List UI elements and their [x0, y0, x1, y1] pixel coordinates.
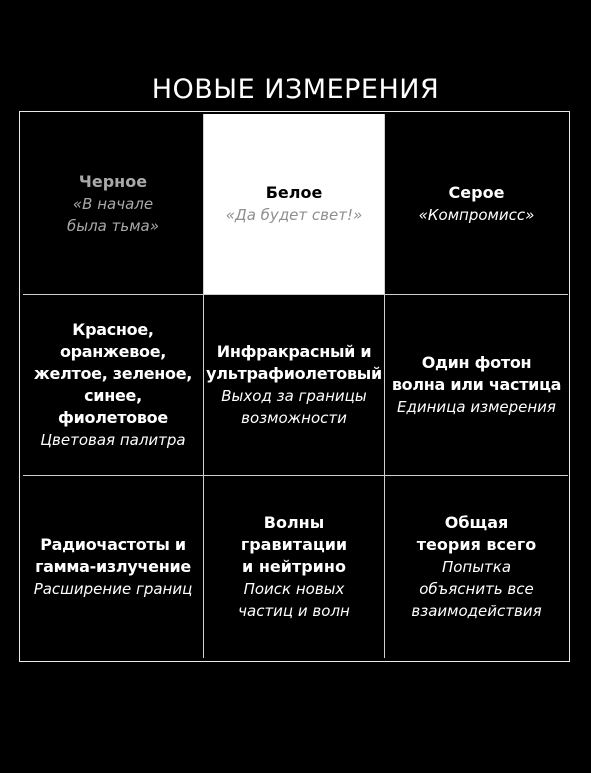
cell-subtitle: Цветовая палитра [40, 431, 186, 449]
cell-infrared-ultraviolet [204, 295, 385, 476]
cell-subtitle: Единица измерения [397, 398, 556, 416]
cell-subtitle: «Компромисс» [418, 206, 535, 224]
cell-title: Один фотон волна или частица [391, 353, 562, 394]
cell-title: Общая теория всего [416, 513, 537, 554]
cell-subtitle: Попытка объяснить все взаимодействия [411, 558, 542, 620]
cell-white [204, 114, 385, 295]
cell-black [23, 114, 204, 295]
dimensions-grid [23, 114, 568, 658]
cell-single-photon [385, 295, 568, 476]
cell-subtitle: «Да будет свет!» [225, 206, 363, 224]
cell-subtitle: Расширение границ [33, 580, 193, 598]
cell-radio-gamma [23, 476, 204, 658]
cell-title: Черное [78, 172, 148, 191]
cell-title: Инфракрасный и ультрафиолетовый [206, 342, 382, 383]
cell-title: Серое [448, 183, 505, 202]
page-title: НОВЫЕ ИЗМЕРЕНИЯ [151, 74, 440, 105]
cell-theory-of-everything [385, 476, 568, 658]
cell-color-spectrum [23, 295, 204, 476]
cell-title: Радиочастоты и гамма-излучение [35, 535, 191, 576]
cell-title: Волны гравитации и нейтрино [240, 513, 348, 576]
cell-gravity-neutrino [204, 476, 385, 658]
cell-title: Белое [265, 183, 323, 202]
cell-grey [385, 114, 568, 295]
cell-subtitle: Выход за границы возможности [221, 387, 367, 427]
cell-title: Красное, оранжевое, желтое, зеленое, синее, фиолетовое [33, 320, 193, 427]
cell-subtitle: Поиск новых частиц и волн [238, 580, 350, 620]
cell-subtitle: «В начале была тьма» [67, 195, 159, 235]
